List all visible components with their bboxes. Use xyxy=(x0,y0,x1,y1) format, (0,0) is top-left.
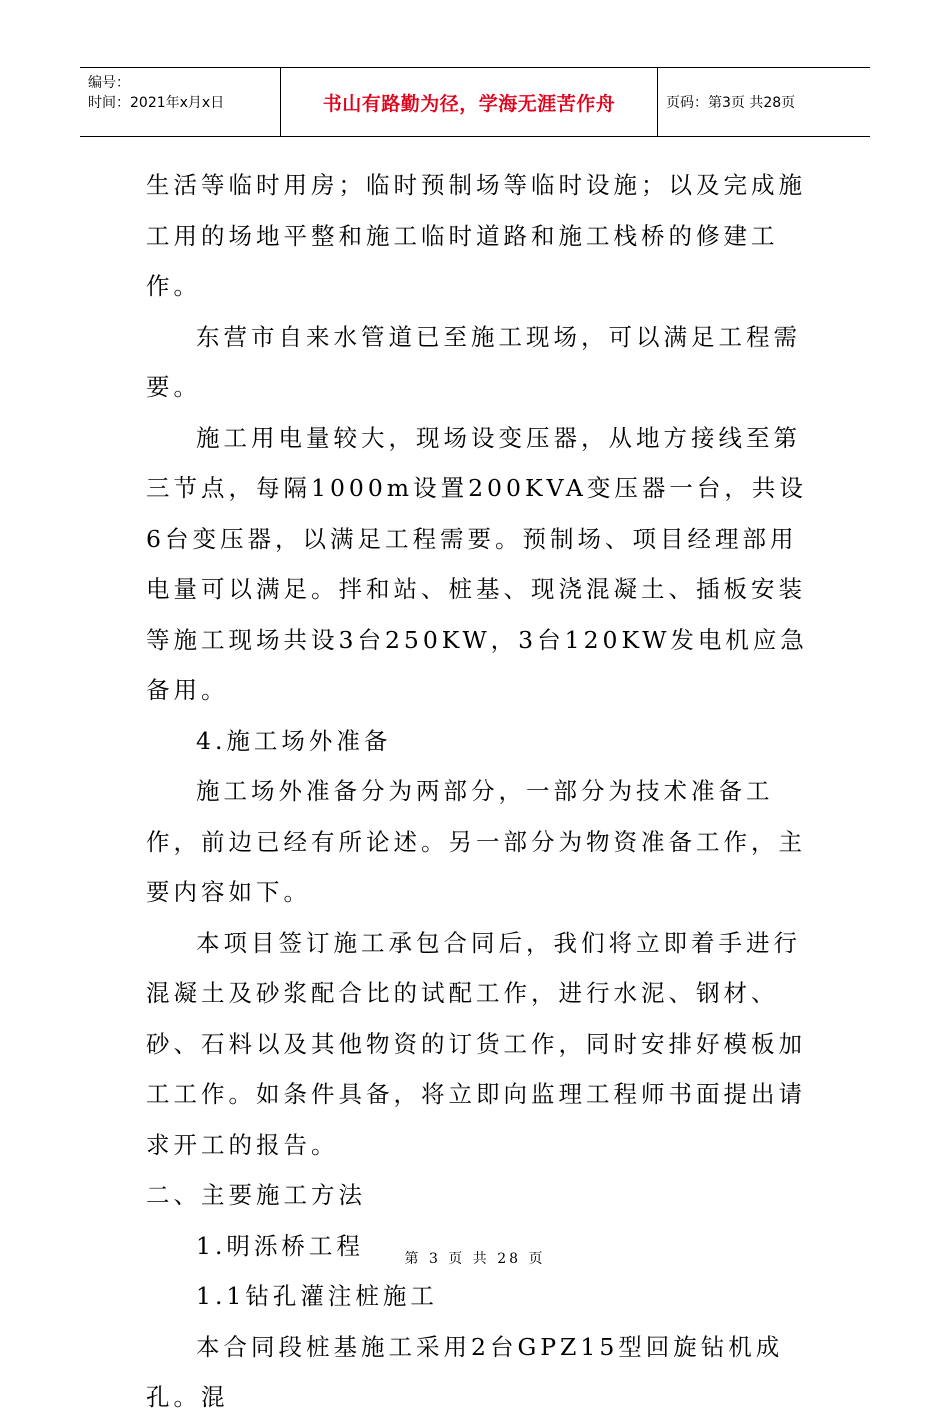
header-motto: 书山有路勤为径，学海无涯苦作舟 xyxy=(281,68,658,136)
page-footer: 第 3 页 共 28 页 xyxy=(404,1251,546,1267)
header-meta xyxy=(80,68,281,136)
serial-number-label: 编号： xyxy=(88,75,130,91)
date-label: 时间：2021年x月x日 xyxy=(88,95,225,111)
chapter-heading: 二、主要施工方法 xyxy=(146,1181,366,1209)
subsection-heading: 1.1钻孔灌注桩施工 xyxy=(196,1282,438,1310)
paragraph: 本项目签订施工承包合同后，我们将立即着手进行混凝土及砂浆配合比的试配工作，进行水泥、钢材、砂、石料以及其他物资的订货工作，同时安排好模板加工工作。如条件具备，将立即向监理工程师书面提出请求开工的报告。 xyxy=(146,928,806,1159)
page-header xyxy=(80,67,870,137)
document-body xyxy=(146,160,811,1423)
paragraph: 施工用电量较大，现场设变压器，从地方接线至第三节点，每隔1000m设置200KVA变压器一台，共设6台变压器，以满足工程需要。预制场、项目经理部用电量可以满足。拌和站、桩基、现浇混凝土、插板安装等施工现场共设3台250KW，3台120KW发电机应急备用。 xyxy=(146,423,808,704)
paragraph: 施工场外准备分为两部分，一部分为技术准备工作，前边已经有所论述。另一部分为物资准备工作，主要内容如下。 xyxy=(146,777,806,906)
paragraph: 生活等临时用房；临时预制场等临时设施；以及完成施工用的场地平整和施工临时道路和施工栈桥的修建工作。 xyxy=(146,171,806,300)
section-heading: 4.施工场外准备 xyxy=(196,726,392,755)
paragraph: 东营市自来水管道已至施工现场，可以满足工程需要。 xyxy=(146,322,801,401)
header-page-info: 页码：第3页 共28页 xyxy=(666,95,796,111)
section-heading: 1.明泺桥工程 xyxy=(196,1231,364,1260)
paragraph: 本合同段桩基施工采用2台GPZ15型回旋钻机成孔。混 xyxy=(146,1332,784,1411)
